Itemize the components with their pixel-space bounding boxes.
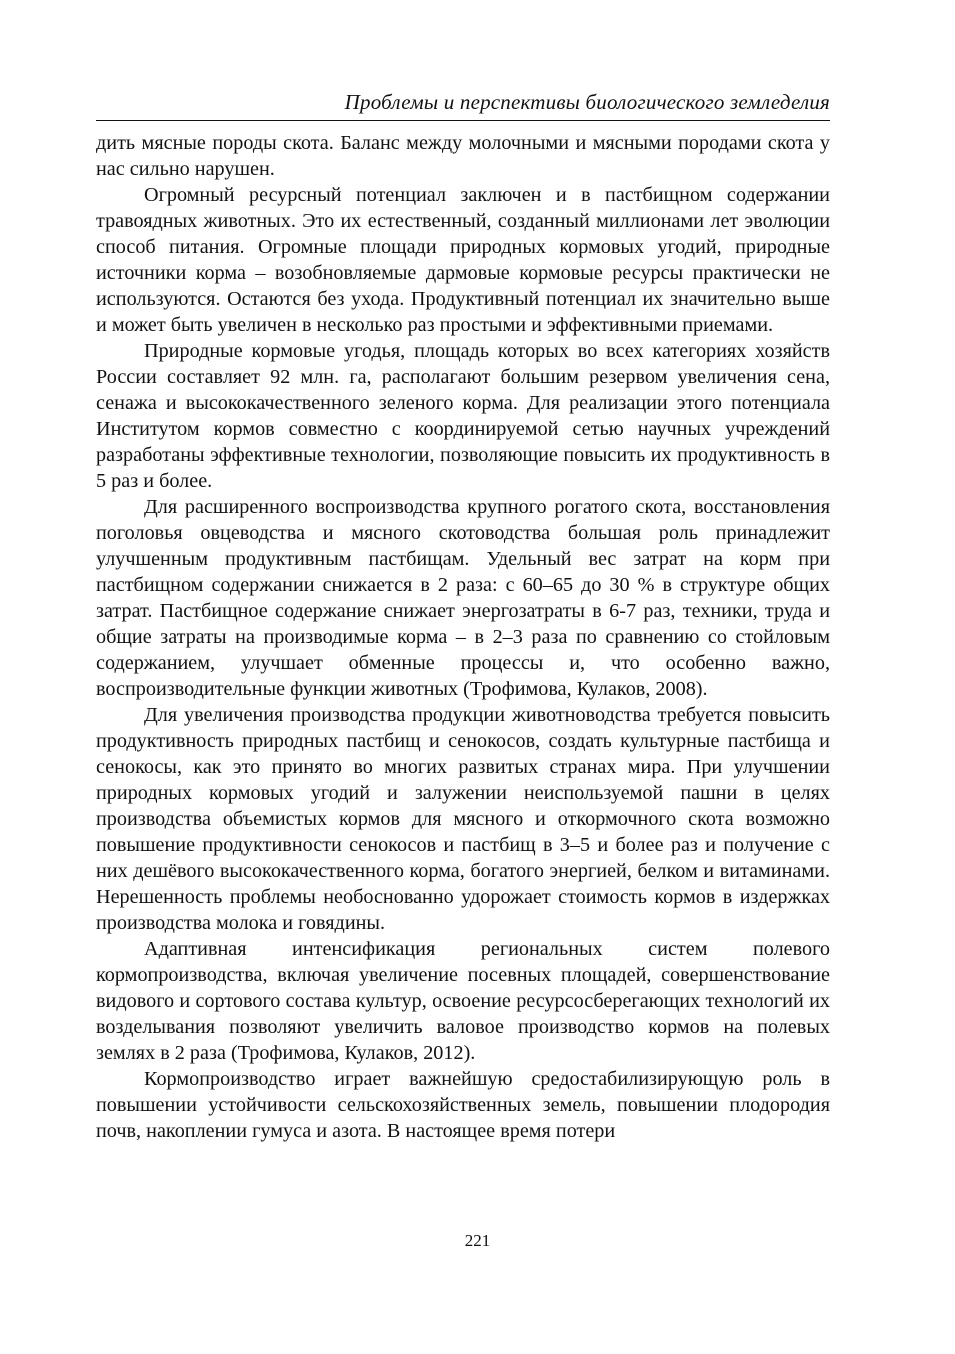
header-rule	[96, 120, 830, 121]
paragraph: Для увеличения производства продукции животноводства требуется повысить продуктивность природных пастбищ и сенокосов, создать культурные пастбища и сенокосы, как это принято во многих развитых странах мира. При улучшении природных кормовых угодий и залужении неиспользуемой пашни в целях производства объемистых кормов для мясного и откормочного скота возможно повышение продуктивности сенокосов и пастбищ в 3–5 и более раз и получение с них дешёвого высококачественного корма, богатого энергией, белком и витаминами. Нерешенность проблемы необоснованно удорожает стоимость кормов в издержках производства молока и говядины.	[96, 704, 830, 934]
paragraph: Природные кормовые угодья, площадь которых во всех категориях хозяйств России составляет 92 млн. га, располагают большим резервом увеличения сена, сенажа и высококачественного зеленого корма. Для реализации этого потенциала Институтом кормов совместно с координируемой сетью научных учреждений разработаны эффективные технологии, позволяющие повысить их продуктивность в 5 раз и более.	[96, 340, 830, 492]
paragraph-continued: дить мясные породы скота. Баланс между молочными и мясными породами скота у нас сильно нарушен.	[96, 132, 830, 180]
body-text	[96, 130, 830, 1144]
running-header: Проблемы и перспективы биологического земледелия	[344, 90, 830, 114]
paragraph: Для расширенного воспроизводства крупного рогатого скота, восстановления поголовья овцеводства и мясного скотоводства большая роль принадлежит улучшенным продуктивным пастбищам. Удельный вес затрат на корм при пастбищном содержании снижается в 2 раза: с 60–65 до 30 % в структуре общих затрат. Пастбищное содержание снижает энергозатраты в 6-7 раз, техники, труда и общие затраты на производимые корма – в 2–3 раза по сравнению со стойловым содержанием, улучшает обменные процессы и, что особенно важно, воспроизводительные функции животных (Трофимова, Кулаков, 2008).	[96, 496, 830, 700]
paragraph: Кормопроизводство играет важнейшую средостабилизирующую роль в повышении устойчивости сельскохозяйственных земель, повышении плодородия почв, накоплении гумуса и азота. В настоящее время потери	[96, 1068, 830, 1142]
paragraph: Огромный ресурсный потенциал заключен и в пастбищном содержании травоядных животных. Это их естественный, созданный миллионами лет эволюции способ питания. Огромные площади природных кормовых угодий, природные источники корма – возобновляемые дармовые кормовые ресурсы практически не используются. Остаются без ухода. Продуктивный потенциал их значительно выше и может быть увеличен в несколько раз простыми и эффективными приемами.	[96, 184, 830, 336]
page-number: 221	[464, 1231, 491, 1250]
paragraph: Адаптивная интенсификация региональных систем полевого кормопроизводства, включая увеличение посевных площадей, совершенствование видового и сортового состава культур, освоение ресурсосберегающих технологий их возделывания позволяют увеличить валовое производство кормов на полевых землях в 2 раза (Трофимова, Кулаков, 2012).	[96, 938, 830, 1064]
